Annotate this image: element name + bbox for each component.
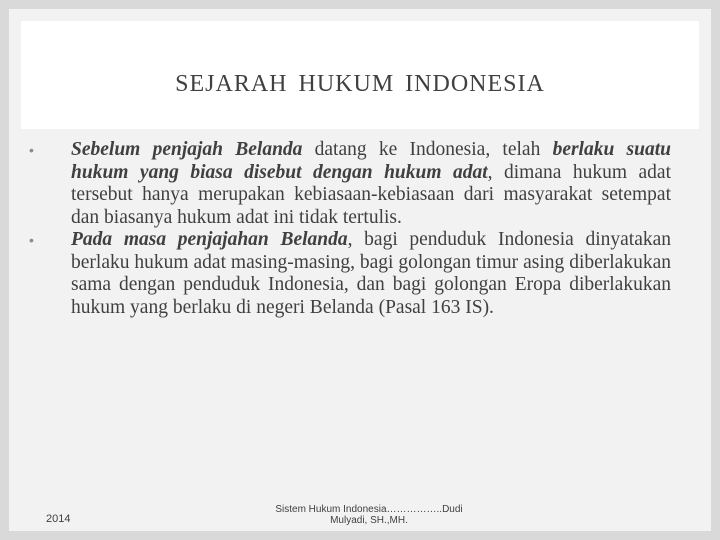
slide <box>9 9 711 531</box>
bullet-item-1 <box>29 139 671 229</box>
bullet-1-emphasis-2: berlaku suatu hukum yang biasa disebut dengan hukum adat <box>71 139 671 183</box>
slide-title: SEJARAH HUKUM INDONESIA <box>175 71 545 97</box>
bullet-1-text-1: datang ke Indonesia, telah <box>302 139 553 160</box>
bullet-2-text-1: , bagi penduduk Indonesia dinyatakan berlaku hukum adat masing-masing, bagi golongan timur asing diberlakukan sama dengan penduduk Indonesia, dan bagi golongan Eropa diberlakukan hukum yang berlaku di negeri Belanda (Pasal 163 IS). <box>71 229 671 318</box>
content-body <box>29 139 671 319</box>
footer-credit <box>254 504 484 526</box>
title-box <box>21 21 699 129</box>
footer-credit-line-2: Mulyadi, SH.,MH. <box>330 515 408 526</box>
bullet-icon: • <box>29 232 34 248</box>
bullet-icon: • <box>29 142 34 158</box>
bullet-1-text-2: , dimana hukum adat tersebut hanya merupakan kebiasaan-kebiasaan dari masyarakat setempat dan biasanya hukum adat ini tidak tertulis. <box>71 161 671 228</box>
bullet-1-emphasis-1: Sebelum penjajah Belanda <box>71 139 303 160</box>
bullet-2-emphasis-1: Pada masa penjajahan Belanda <box>71 229 348 250</box>
footer-credit-line-1: Sistem Hukum Indonesia……………..Dudi <box>275 504 463 515</box>
footer-year: 2014 <box>46 513 71 525</box>
bullet-item-2 <box>29 229 671 319</box>
